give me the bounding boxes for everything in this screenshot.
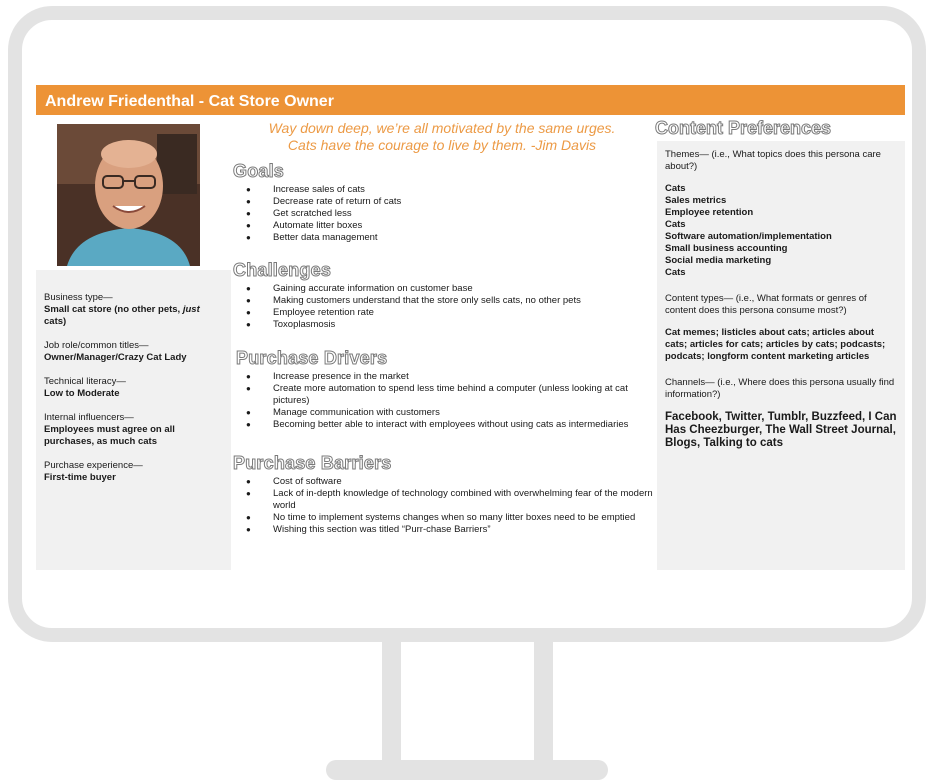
list-item: ● Wishing this section was titled “Purr-chase Barriers” [246,524,491,535]
profile-panel [36,270,231,570]
technical-literacy-field [44,376,223,400]
purchase-barriers-list [233,476,653,536]
list-item: ● Toxoplasmosis [246,319,336,330]
technical-literacy-label: Technical literacy— [44,376,126,387]
list-item: ● Employee retention rate [246,307,374,318]
list-item: ● No time to implement systems changes when so many litter boxes need to be emptied [246,512,636,523]
goals-heading: Goals [233,161,285,181]
list-item: ● Becoming better able to interact with employees without using cats as intermediaries [246,419,629,430]
purchase-experience-label: Purchase experience— [44,460,143,471]
list-item: ● Increase presence in the market [246,371,409,382]
channels-value: Facebook, Twitter, Tumblr, Buzzfeed, I Can Has Cheezburger, The Wall Street Journal, Blogs, Talking to cats [665,411,897,449]
internal-influencers-field [44,412,223,448]
internal-influencers-label: Internal influencers— [44,412,134,423]
purchase-experience-field [44,460,223,484]
job-role-field [44,340,223,364]
monitor-base [326,760,608,780]
persona-quote [237,120,647,154]
list-item: ● Create more automation to spend less time behind a computer (unless looking at cat pictures) [246,383,628,406]
goals-list [233,184,653,244]
challenges-section [233,260,653,331]
content-types-question: Content types— (i.e., What formats or genres of content does this persona consume most?) [665,293,867,316]
list-item: Software automation/implementation [665,231,832,242]
list-item: ● Cost of software [246,476,342,487]
monitor-stand-left [382,642,401,764]
quote-line-1: Way down deep, we’re all motivated by the same urges. [268,120,616,136]
job-role-value: Owner/Manager/Crazy Cat Lady [44,352,187,363]
goals-section [233,161,653,244]
list-item: ● Manage communication with customers [246,407,440,418]
content-preferences-heading: Content Preferences [655,118,832,138]
purchase-experience-value: First-time buyer [44,472,116,483]
list-item: ● Increase sales of cats [246,184,365,195]
themes-list [665,183,897,279]
persona-title: Andrew Friedenthal - Cat Store Owner [36,85,905,115]
internal-influencers-value: Employees must agree on all purchases, as much cats [44,424,175,447]
list-item: ● Better data management [246,232,378,243]
business-type-label: Business type— [44,292,113,303]
content-preferences-panel [657,141,905,570]
channels-question: Channels— (i.e., Where does this persona usually find information?) [665,377,895,400]
technical-literacy-value: Low to Moderate [44,388,120,399]
business-type-field [44,292,223,328]
purchase-drivers-heading: Purchase Drivers [236,348,388,368]
business-type-value-tail: cats) [44,316,67,327]
business-type-value [44,304,223,328]
persona-photo [57,124,200,266]
purchase-barriers-heading: Purchase Barriers [233,453,392,473]
content-types-value: Cat memes; listicles about cats; articles about cats; articles for cats; articles by cats; podcasts; podcats; longform content marketing articles [665,327,886,362]
purchase-drivers-section [236,348,656,431]
list-item: ● Automate litter boxes [246,220,363,231]
list-item: ● Gaining accurate information on customer base [246,283,473,294]
purchase-drivers-list [236,371,656,431]
list-item: ● Get scratched less [246,208,352,219]
business-type-value-text: Small cat store (no other pets, [44,304,183,315]
purchase-barriers-section [233,453,653,536]
monitor-stand-right [534,642,553,764]
job-role-label: Job role/common titles— [44,340,149,351]
themes-question: Themes— (i.e., What topics does this persona care about?) [665,149,881,172]
list-item: Cats [665,267,686,278]
business-type-value-emphasis: just [182,304,200,315]
quote-line-2: Cats have the courage to live by them. -Jim Davis [287,137,597,153]
list-item: ● Lack of in-depth knowledge of technology combined with overwhelming fear of the modern world [246,488,653,511]
list-item: ● Decrease rate of return of cats [246,196,402,207]
list-item: Sales metrics [665,195,727,206]
list-item: Cats [665,219,686,230]
list-item: Cats [665,183,686,194]
list-item: ● Making customers understand that the store only sells cats, no other pets [246,295,581,306]
list-item: Employee retention [665,207,754,218]
challenges-heading: Challenges [233,260,332,280]
challenges-list [233,283,653,331]
list-item: Social media marketing [665,255,772,266]
list-item: Small business accounting [665,243,788,254]
